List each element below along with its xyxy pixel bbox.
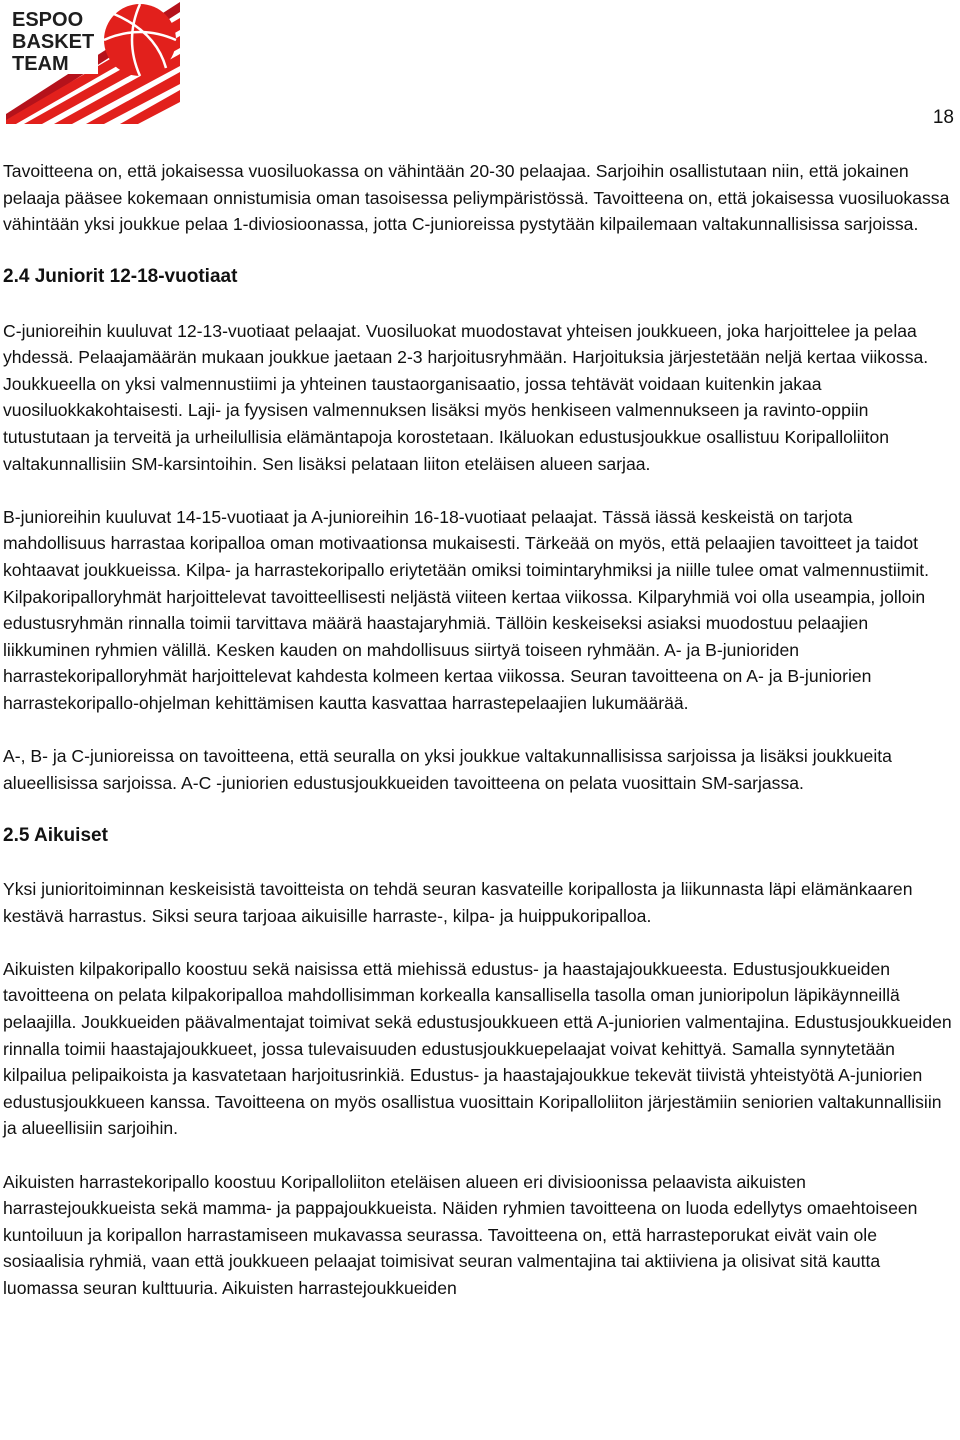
- logo-line-espoo: ESPOO: [12, 9, 84, 31]
- body-paragraph: Yksi junioritoiminnan keskeisistä tavoitteista on tehdä seuran kasvateille koripallosta ja liikunnasta läpi elämänkaaren kestävä harrastus. Siksi seura tarjoaa aikuisille harraste-, kilpa- ja huippukoripalloa.: [3, 879, 913, 926]
- body-paragraph: C-junioreihin kuuluvat 12-13-vuotiaat pelaajat. Vuosiluokat muodostavat yhteisen joukkueen, joka harjoittelee ja pelaa yhdessä. Pelaajamäärän mukaan joukkue jaetaan 2-3 harjoitusryhmään. Harjoituksia järjestetään neljä kertaa viikossa. Joukkueella on yksi valmennustiimi ja yhteinen taustaorganisaatio, jossa tehtävät voidaan kuitenkin jakaa vuosiluokkakohtaisesti. Laji- ja fyysisen valmennuksen lisäksi myös henkiseen valmennukseen ja ravinto-oppiin tutustutaan ja terveitä ja urheilullisia elämäntapoja korostetaan. Ikäluokan edustusjoukkue osallistuu Koripalloliiton valtakunnallisiin SM-karsintoihin. Sen lisäksi pelataan liiton eteläisen alueen sarjaa.: [3, 320, 929, 474]
- logo-line-team: TEAM: [12, 53, 69, 75]
- basketball-icon: [104, 4, 176, 76]
- body-paragraph: Aikuisten harrastekoripallo koostuu Koripalloliiton eteläisen alueen eri divisioonissa pelaavista aikuisten harrastejoukkueista sekä mamma- ja pappajoukkueista. Näiden ryhmien tavoitteena on luoda edellytys omaehtoiseen kuntoiluun ja koripallon harrastamiseen mukavassa seurassa. Tavoitteena on, että harrasteporukat eivät vain ole sosiaalisia ryhmiä, vaan että joukkueen pelaajat toimisivat seuran valmentajina tai aktiiviena ja olisivat sitä kautta luomassa seuran kulttuuria. Aikuisten harrastejoukkueiden: [3, 1171, 918, 1298]
- body-paragraph: B-junioreihin kuuluvat 14-15-vuotiaat ja A-junioreihin 16-18-vuotiaat pelaajat. Tässä iässä keskeistä on tarjota mahdollisuus harrastaa koripalloa oman motivaationsa mukaisesti. Tärkeää on myös, että pelaajien tavoitteet ja taidot kohtaavat joukkueissa. Kilpa- ja harrastekoripallo eriytetään omiksi toimintaryhmiksi ja niille tulee omat valmennustiimit. Kilpakoripalloryhmät harjoittelevat tavoitteellisesti neljästä viiteen kertaa viikossa. Kilparyhmiä voi olla useampia, jolloin edustusryhmän rinnalla toimii tarvittava määrä haastajaryhmiä. Tällöin keskeiseksi asiaksi muodostuu pelaajien liikkuminen ryhmien välillä. Kesken kauden on mahdollisuus siirtyä toiseen ryhmään. A- ja B-junioriden harrastekoripalloryhmät harjoittelevat kahdesta kolmeen kertaa viikossa. Seuran tavoitteena on A- ja B-juniorien harrastekoripallo-ohjelman kehittämisen kautta kasvattaa harrastepelaajien lukumäärää.: [3, 506, 930, 713]
- club-logo-graphic: [6, 2, 180, 124]
- page-number: 18: [932, 107, 954, 128]
- section-heading: 2.4 Juniorit 12-18-vuotiaat: [3, 266, 238, 288]
- club-logo: [6, 2, 180, 124]
- document-body: [3, 158, 958, 1328]
- body-paragraph: A-, B- ja C-junioreissa on tavoitteena, että seuralla on yksi joukkue valtakunnallisissa sarjoissa ja lisäksi joukkueita alueellisissa sarjoissa. A-C -juniorien edustusjoukkueiden tavoitteena on pelata vuosittain SM-sarjassa.: [3, 746, 892, 793]
- logo-line-basket: BASKET: [12, 31, 95, 53]
- section-heading: 2.5 Aikuiset: [3, 824, 108, 846]
- body-paragraph: Aikuisten kilpakoripallo koostuu sekä naisissa että miehissä edustus- ja haastajajoukkueesta. Edustusjoukkueiden tavoitteena on pelata kilpakoripalloa mahdollisimman korkealla kansallisella tasolla oman junioripolun läpikäynneillä pelaajilla. Joukkueiden päävalmentajat toimivat sekä edustusjoukkueen että A-juniorien valmentajina. Edustusjoukkueiden rinnalla toimii haastajajoukkueet, jossa tulevaisuuden edustusjoukkuepelaajat voivat kehittyä. Samalla synnytetään kilpailua pelipaikoista ja kasvatetaan harjoitusrinkiä. Edustus- ja haastajajoukkue tekevät tiivistä yhteistyötä A-juniorien edustusjoukkueen kanssa. Tavoitteena on myös osallistua vuosittain Koripalloliiton järjestämiin seniorien valtakunnallisiin ja alueellisiin sarjoihin.: [3, 958, 952, 1139]
- body-paragraph: Tavoitteena on, että jokaisessa vuosiluokassa on vähintään 20-30 pelaajaa. Sarjoihin osallistutaan niin, että jokainen pelaaja pääsee kokemaan onnistumisia oman tasoisessa peliympäristössä. Tavoitteena on, että jokaisessa vuosiluokassa vähintään yksi joukkue pelaa 1-diviosioonassa, jotta C-junioreissa pystytään kilpailemaan valtakunnallisissa sarjoissa.: [3, 161, 950, 235]
